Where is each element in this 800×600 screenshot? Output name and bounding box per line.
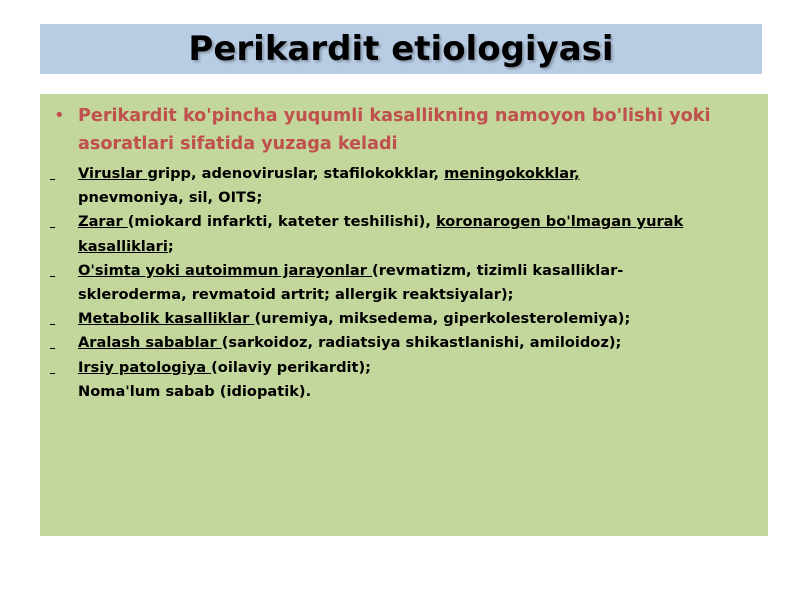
list-item-mixed <box>50 331 754 355</box>
item-text: (oilaviy perikardit); <box>211 358 372 376</box>
item-text-underlined: kasalliklari <box>78 237 168 255</box>
item-heading: Viruslar <box>78 165 148 182</box>
item-heading: Irsiy patologiya <box>78 358 212 376</box>
etiology-list <box>50 162 754 404</box>
item-text-underlined: koronarogen bo'lmagan yurak <box>435 213 684 231</box>
list-item-tumor <box>50 259 754 283</box>
list-item-injury-cont <box>50 235 754 259</box>
title-band <box>40 24 762 74</box>
item-text: (revmatizm, tizimli kasalliklar- <box>372 261 624 279</box>
item-text: ; <box>167 237 174 255</box>
item-heading: O'simta yoki autoimmun jarayonlar <box>78 261 373 279</box>
list-item-unknown: Noma'lum sabab (idiopatik). <box>78 382 312 400</box>
list-item-hereditary <box>50 356 754 380</box>
item-heading: Zarar <box>78 213 128 231</box>
bullet-dot-icon: • <box>54 105 65 126</box>
list-item-metabolic <box>50 307 754 331</box>
item-heading: Aralash sabablar <box>78 334 222 352</box>
main-bullet <box>50 102 754 158</box>
bullet-text: Perikardit ko'pincha yuqumli kasallikning namoyon bo'lishi yoki asoratlari sifatida yuzaga keladi <box>78 106 711 154</box>
content-box <box>40 94 768 536</box>
list-item-injury <box>50 210 754 234</box>
item-text: (sarkoidoz, radiatsiya shikastlanishi, amiloidoz); <box>221 334 622 352</box>
item-heading: Metabolik kasalliklar <box>78 310 255 328</box>
list-item-tumor-cont: skleroderma, revmatoid artrit; allergik reaktsiyalar); <box>78 286 514 304</box>
list-item-viruses <box>50 162 754 186</box>
item-text: (miokard infarkti, kateter teshilishi), <box>127 213 436 231</box>
item-text: gripp, adenoviruslar, stafilokokklar, <box>147 165 445 182</box>
slide-title: Perikardit etiologiyasi <box>188 29 614 69</box>
item-text: (uremiya, miksedema, giperkolesterolemiya); <box>254 310 631 328</box>
item-text-underlined: meningokokklar, <box>444 165 580 182</box>
list-item-viruses-cont: pnevmoniya, sil, OITS; <box>78 189 263 207</box>
